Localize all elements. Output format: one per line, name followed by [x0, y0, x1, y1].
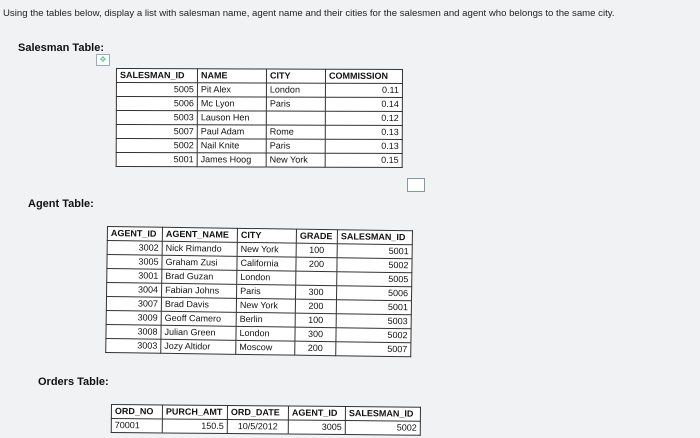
table-row — [106, 338, 411, 356]
table-cell: Lauson Hen — [197, 111, 266, 125]
table-row — [116, 111, 402, 126]
table-cell: 5005 — [337, 272, 412, 287]
column-header: CITY — [266, 69, 325, 83]
table-row — [116, 139, 402, 154]
table-cell: London — [237, 270, 296, 285]
table-cell: New York — [266, 153, 325, 167]
table-cell: 300 — [295, 285, 336, 300]
column-header: COMMISSION — [325, 69, 402, 83]
column-header: ORD_DATE — [227, 406, 288, 421]
table-cell: 0.13 — [325, 125, 402, 139]
table-cell — [296, 271, 337, 286]
table-cell: Rome — [266, 125, 325, 139]
table-cell: Julian Green — [161, 325, 236, 340]
table-header-row — [116, 69, 402, 84]
orders-table — [111, 404, 421, 436]
table-cell: 5001 — [337, 244, 412, 259]
table-cell: Graham Zusi — [162, 255, 237, 270]
table-cell: 10/5/2012 — [227, 420, 288, 435]
table-cell: Brad Guzan — [162, 269, 237, 284]
table-cell: 3004 — [107, 283, 162, 298]
orders-table-title: Orders Table: — [38, 376, 109, 388]
column-header: SALESMAN_ID — [116, 69, 197, 83]
table-cell: New York — [236, 298, 295, 313]
table-cell: Moscow — [236, 340, 295, 355]
table-cell: 5006 — [116, 97, 197, 111]
table-cell: 5001 — [116, 153, 197, 167]
table-row — [116, 153, 402, 168]
question-text: Using the tables below, display a list with salesman name, agent name and their cities for the salesmen and agent who belongs to the same city. — [3, 8, 615, 19]
table-cell: 200 — [295, 299, 336, 314]
table-cell: 200 — [296, 257, 337, 272]
move-handle-icon[interactable]: ✥ — [96, 54, 110, 66]
table-cell: 150.5 — [162, 419, 227, 434]
table-cell: Nick Rimando — [162, 241, 237, 256]
table-row — [111, 419, 420, 436]
column-header: ORD_NO — [111, 405, 162, 419]
table-cell: 3003 — [106, 338, 161, 353]
table-row — [116, 97, 402, 112]
column-header: PURCH_AMT — [162, 405, 227, 420]
table-cell: 5007 — [336, 342, 411, 357]
table-cell: 3005 — [288, 420, 345, 434]
table-cell: Fabian Johns — [162, 283, 237, 298]
column-header: GRADE — [296, 229, 337, 244]
table-row — [116, 125, 402, 140]
table-cell: 5003 — [116, 111, 197, 125]
column-header: SALESMAN_ID — [345, 407, 420, 422]
table-cell: 0.13 — [325, 139, 402, 153]
table-cell: 3008 — [106, 324, 161, 339]
table-cell: London — [236, 326, 295, 341]
column-header: SALESMAN_ID — [337, 230, 412, 245]
table-cell: 5002 — [345, 421, 420, 436]
table-cell: Mc Lyon — [197, 97, 266, 111]
table-cell: 3009 — [106, 310, 161, 325]
table-cell: 100 — [295, 313, 336, 328]
table-cell: 5003 — [336, 314, 411, 329]
table-cell: 5002 — [116, 139, 197, 153]
table-cell: 5005 — [116, 83, 197, 97]
table-cell: 70001 — [111, 419, 162, 433]
table-cell: Nail Knite — [197, 139, 266, 153]
table-cell: 3007 — [106, 297, 161, 312]
table-cell: 3001 — [107, 269, 162, 284]
table-cell: 5006 — [336, 286, 411, 301]
table-cell: 3005 — [107, 255, 162, 270]
table-cell: 0.12 — [325, 111, 402, 125]
table-cell: 100 — [296, 243, 337, 258]
table-cell: Paris — [266, 139, 325, 153]
table-cell — [266, 111, 325, 125]
table-cell: Paris — [266, 97, 325, 111]
table-cell: 5002 — [337, 258, 412, 273]
agent-table-title: Agent Table: — [28, 198, 94, 210]
table-cell: 5001 — [336, 300, 411, 315]
table-cell: Paris — [237, 284, 296, 299]
table-cell: California — [237, 256, 296, 271]
table-cell: 5007 — [116, 125, 197, 139]
salesman-table — [116, 68, 403, 168]
table-cell: 200 — [295, 341, 336, 356]
salesman-table-title: Salesman Table: — [18, 42, 104, 54]
table-cell: London — [266, 83, 325, 97]
table-cell: Paul Adam — [197, 125, 266, 139]
table-cell: 0.11 — [325, 83, 402, 97]
table-cell: 5002 — [336, 328, 411, 343]
table-cell: Jozy Altidor — [161, 339, 236, 354]
table-cell: New York — [237, 242, 296, 257]
column-header: AGENT_ID — [288, 406, 345, 420]
resize-handle-icon[interactable] — [407, 178, 425, 192]
table-cell: 0.15 — [325, 153, 402, 167]
table-row — [116, 83, 402, 98]
column-header: NAME — [197, 69, 266, 83]
table-cell: Geoff Camero — [161, 311, 236, 326]
column-header: AGENT_NAME — [162, 227, 237, 242]
table-cell: Pit Alex — [197, 83, 266, 97]
table-cell: 0.14 — [325, 97, 402, 111]
table-cell: Brad Davis — [161, 297, 236, 312]
table-cell: 3002 — [107, 241, 162, 256]
table-cell: 300 — [295, 327, 336, 342]
table-cell: James Hoog — [197, 153, 266, 167]
column-header: CITY — [237, 228, 296, 243]
column-header: AGENT_ID — [107, 227, 162, 242]
table-cell: Berlin — [236, 312, 295, 327]
agent-table — [105, 226, 413, 357]
